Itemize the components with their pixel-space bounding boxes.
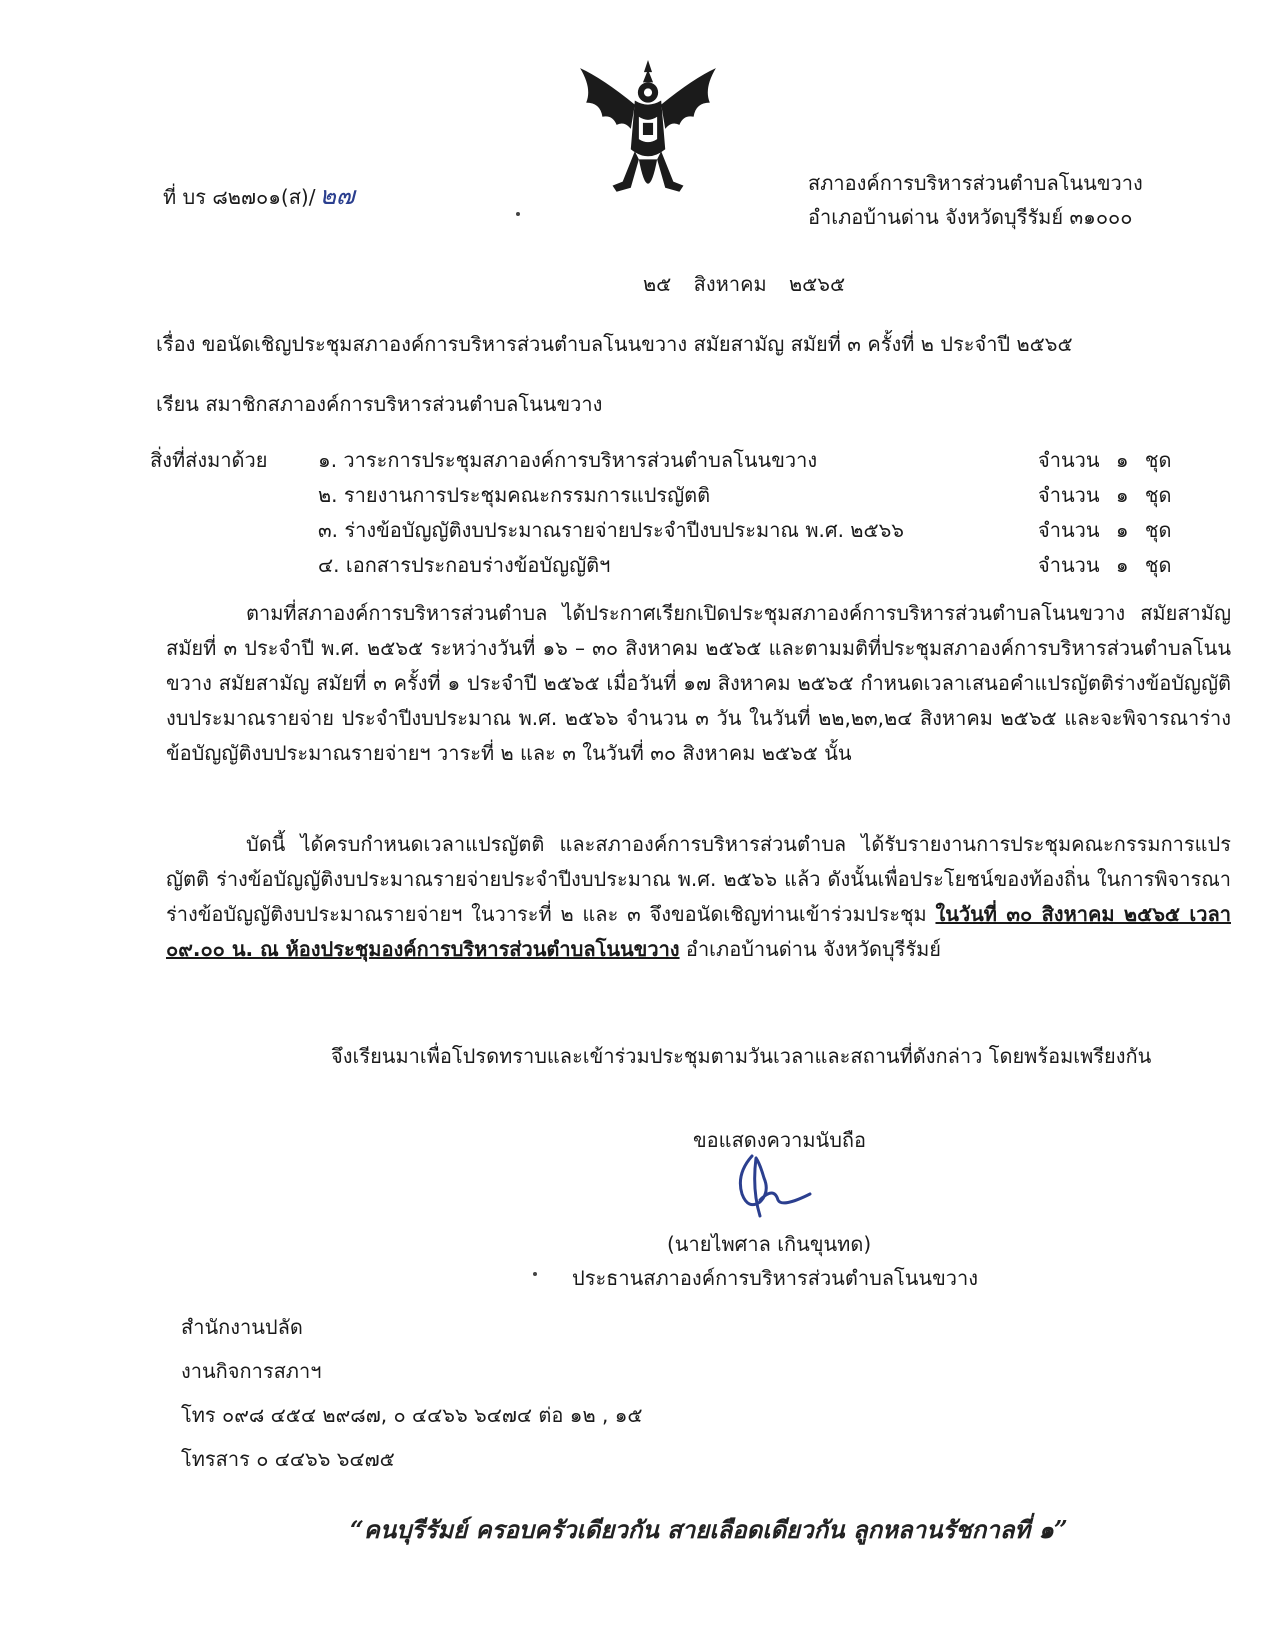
enclosure-item: ๑. วาระการประชุมสภาองค์การบริหารส่วนตำบลโนนขวาง (318, 448, 818, 472)
body-paragraph-2 (166, 827, 1231, 967)
meeting-datetime-location: ในวันที่ ๓๐ สิงหาคม ๒๕๖๕ เวลา ๐๙.๐๐ น. ณ ห้องประชุมองค์การบริหารส่วนตำบลโนนขวาง (166, 902, 1231, 961)
handwritten-signature (730, 1150, 820, 1220)
office-contact-block (181, 1305, 643, 1481)
reference-prefix: ที่ บร ๘๒๗๐๑(ส)/ (163, 185, 316, 209)
body-paragraph-1 (166, 596, 1231, 771)
letter-recipient: เรียน สมาชิกสภาองค์การบริหารส่วนตำบลโนนขวาง (156, 392, 603, 416)
enclosures-label: สิ่งที่ส่งมาด้วย (150, 448, 268, 472)
enclosure-quantity: จำนวน ๑ ชุด (1038, 518, 1172, 542)
garuda-emblem-icon (572, 58, 724, 210)
signer-name: (นายไพศาล เกินขุนทด) (667, 1232, 872, 1256)
scan-speck (533, 1272, 537, 1276)
complimentary-close: ขอแสดงความนับถือ (693, 1128, 867, 1152)
office-fax: โทรสาร ๐ ๔๔๖๖ ๖๔๗๕ (181, 1447, 395, 1471)
enclosure-quantity: จำนวน ๑ ชุด (1038, 448, 1172, 472)
body-paragraph-2-end: อำเภอบ้านด่าน จังหวัดบุรีรัมย์ (679, 937, 942, 961)
organization-address-block (808, 166, 1143, 234)
enclosure-quantity: จำนวน ๑ ชุด (1038, 483, 1172, 507)
scan-speck (516, 212, 520, 216)
signer-title: ประธานสภาองค์การบริหารส่วนตำบลโนนขวาง (572, 1266, 979, 1290)
organization-name: สภาองค์การบริหารส่วนตำบลโนนขวาง (808, 171, 1143, 195)
body-paragraph-1-text: ตามที่สภาองค์การบริหารส่วนตำบล ได้ประกาศเรียกเปิดประชุมสภาองค์การบริหารส่วนตำบลโนนขวาง สมัยสามัญ สมัยที่ ๓ ประจำปี พ.ศ. ๒๕๖๕ ระหว่างวันที่ ๑๖ – ๓๐ สิงหาคม ๒๕๖๕ และตามมติที่ประชุมสภาองค์การบริหารส่วนตำบลโนนขวาง สมัยสามัญ สมัยที่ ๓ ครั้งที่ ๑ ประจำปี ๒๕๖๕ เมื่อวันที่ ๑๗ สิงหาคม ๒๕๖๕ กำหนดเวลาเสนอคำแปรญัตติร่างข้อบัญญัติงบประมาณรายจ่าย ประจำปีงบประมาณ พ.ศ. ๒๕๖๖ จำนวน ๓ วัน ในวันที่ ๒๒,๒๓,๒๔ สิงหาคม ๒๕๖๕ และจะพิจารณาร่างข้อบัญญัติงบประมาณรายจ่ายฯ วาระที่ ๒ และ ๓ ในวันที่ ๓๐ สิงหาคม ๒๕๖๕ นั้น (166, 601, 1231, 765)
enclosure-item: ๒. รายงานการประชุมคณะกรรมการแปรญัตติ (318, 483, 711, 507)
reference-number-line (163, 176, 355, 216)
office-unit: สำนักงานปลัด (181, 1315, 303, 1339)
organization-address: อำเภอบ้านด่าน จังหวัดบุรีรัมย์ ๓๑๐๐๐ (808, 205, 1133, 229)
letter-date: ๒๕ สิงหาคม ๒๕๖๕ (643, 272, 846, 296)
office-phone: โทร ๐๙๘ ๔๕๔ ๒๙๘๗, ๐ ๔๔๖๖ ๖๔๗๔ ต่อ ๑๒ , ๑๕ (181, 1403, 643, 1427)
office-section: งานกิจการสภาฯ (181, 1359, 322, 1383)
enclosure-item: ๓. ร่างข้อบัญญัติงบประมาณรายจ่ายประจำปีงบประมาณ พ.ศ. ๒๕๖๖ (318, 518, 904, 542)
body-paragraph-2-text: บัดนี้ ได้ครบกำหนดเวลาแปรญัตติ และสภาองค์การบริหารส่วนตำบล ได้รับรายงานการประชุมคณะกรรมการแปรญัตติ ร่างข้อบัญญัติงบประมาณรายจ่ายประจำปีงบประมาณ พ.ศ. ๒๕๖๖ แล้ว ดังนั้นเพื่อประโยชน์ของท้องถิ่น ในการพิจารณาร่างข้อบัญญัติงบประมาณรายจ่ายฯ ในวาระที่ ๒ และ ๓ จึงขอนัดเชิญท่านเข้าร่วมประชุม (166, 832, 1231, 926)
enclosure-item: ๔. เอกสารประกอบร่างข้อบัญญัติฯ (318, 553, 611, 577)
reference-number-handwritten: ๒๗ (319, 181, 355, 210)
letter-subject: เรื่อง ขอนัดเชิญประชุมสภาองค์การบริหารส่วนตำบลโนนขวาง สมัยสามัญ สมัยที่ ๓ ครั้งที่ ๒ ประจำปี ๒๕๖๕ (156, 332, 1073, 356)
provincial-slogan: “คนบุรีรัมย์ ครอบครัวเดียวกัน สายเลือดเดียวกัน ลูกหลานรัชกาลที่ ๑” (350, 1515, 1068, 1544)
closing-sentence: จึงเรียนมาเพื่อโปรดทราบและเข้าร่วมประชุมตามวันเวลาและสถานที่ดังกล่าว โดยพร้อมเพรียงกัน (331, 1044, 1152, 1068)
enclosure-quantity: จำนวน ๑ ชุด (1038, 553, 1172, 577)
